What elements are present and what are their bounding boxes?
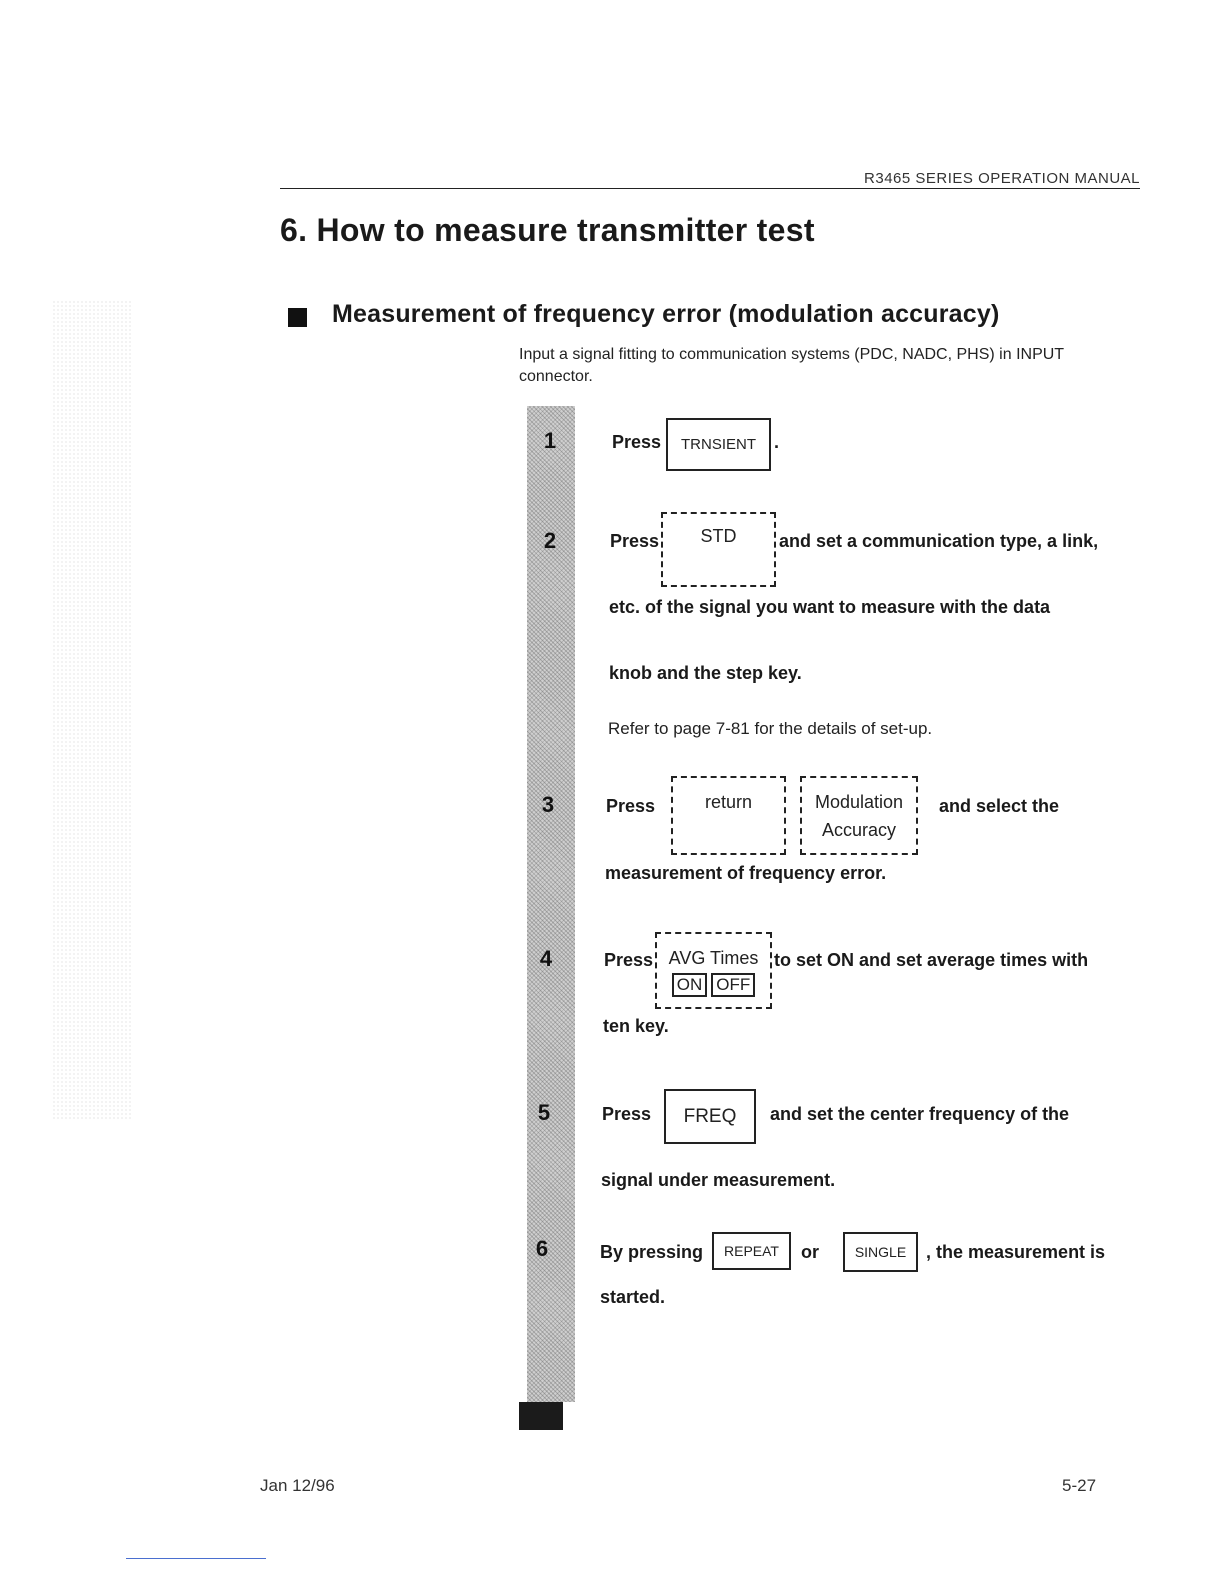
- header-rule: [280, 188, 1140, 189]
- avg-off-option: OFF: [711, 973, 755, 997]
- step-number-4: 4: [539, 946, 553, 971]
- step-number-5: 5: [537, 1100, 551, 1125]
- step5-line2: signal under measurement.: [601, 1170, 836, 1190]
- step3-line2: measurement of frequency error.: [605, 863, 887, 883]
- step-number-2: 2: [543, 528, 557, 553]
- step1-press: Press: [612, 432, 662, 452]
- step6-or: or: [801, 1242, 819, 1262]
- modulation-accuracy-line1: Modulation: [814, 791, 904, 812]
- std-key[interactable]: STD: [661, 512, 776, 587]
- step3-press: Press: [606, 796, 656, 816]
- scan-noise: [52, 300, 132, 1120]
- step2-text: and set a communication type, a link,: [779, 531, 1099, 551]
- repeat-key[interactable]: REPEAT: [712, 1232, 791, 1270]
- step6-press: By pressing: [600, 1242, 704, 1262]
- step-bar-end: [519, 1402, 563, 1430]
- step4-line2: ten key.: [603, 1016, 669, 1036]
- section-title: Measurement of frequency error (modulation accuracy): [332, 300, 1000, 328]
- avg-times-key[interactable]: [655, 932, 772, 1009]
- scan-line: [126, 1558, 266, 1559]
- page-title: 6. How to measure transmitter test: [280, 212, 815, 248]
- avg-on-option: ON: [672, 973, 708, 997]
- single-key[interactable]: SINGLE: [843, 1232, 918, 1272]
- step4-press: Press: [604, 950, 654, 970]
- step-number-3: 3: [541, 792, 555, 817]
- footer-page-number: 5-27: [1062, 1476, 1097, 1495]
- footer-date: Jan 12/96: [260, 1476, 335, 1495]
- modulation-accuracy-line2: Accuracy: [821, 819, 897, 840]
- step1-period: .: [774, 432, 780, 452]
- step6-text: , the measurement is: [926, 1242, 1106, 1262]
- step2-line3: knob and the step key.: [609, 663, 802, 683]
- return-key[interactable]: return: [671, 776, 786, 855]
- step5-press: Press: [602, 1104, 652, 1124]
- step2-press: Press: [610, 531, 660, 551]
- step2-line2: etc. of the signal you want to measure with the data: [609, 597, 1051, 617]
- manual-header: R3465 SERIES OPERATION MANUAL: [864, 170, 1140, 187]
- step6-line2: started.: [600, 1287, 666, 1307]
- step2-note: Refer to page 7-81 for the details of set-up.: [608, 719, 933, 738]
- step3-text: and select the: [939, 796, 1060, 816]
- freq-key[interactable]: FREQ: [664, 1089, 756, 1144]
- modulation-accuracy-key[interactable]: [800, 776, 918, 855]
- step4-text: to set ON and set average times with: [774, 950, 1089, 970]
- section-intro: Input a signal fitting to communication systems (PDC, NADC, PHS) in INPUT connector.: [519, 346, 1064, 385]
- avg-times-label: AVG Times: [668, 948, 759, 968]
- step5-text: and set the center frequency of the: [770, 1104, 1070, 1124]
- step-number-6: 6: [535, 1236, 549, 1261]
- step-number-1: 1: [543, 428, 557, 453]
- trnsient-key[interactable]: TRNSIENT: [666, 418, 771, 471]
- section-bullet-icon: [288, 308, 307, 327]
